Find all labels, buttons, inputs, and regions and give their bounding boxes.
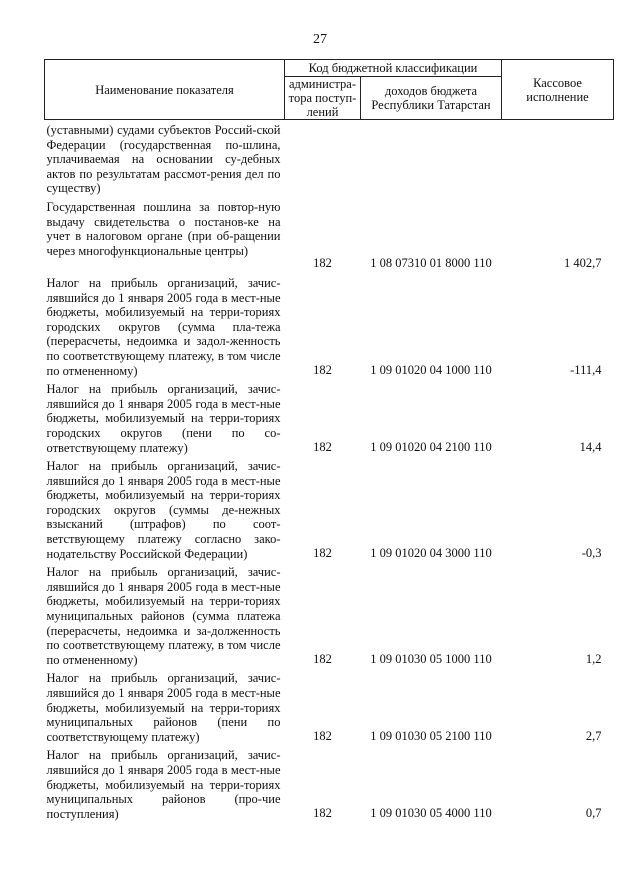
header-budget-income: доходов бюджета Республики Татарстан bbox=[361, 77, 502, 120]
administrator-code bbox=[285, 120, 361, 197]
table-row bbox=[45, 745, 614, 822]
administrator-code: 182 bbox=[313, 805, 332, 820]
indicator-name: Налог на прибыль организаций, зачис-лявшийся до 1 января 2005 года в мест-ные бюджеты, мобилизуемый на терри-ториях муниципальных районов (пени по соответствующему платежу) bbox=[46, 671, 281, 744]
budget-income-code: 1 08 07310 01 8000 110 bbox=[370, 256, 492, 271]
header-cash-execution: Кассовое исполнение bbox=[502, 60, 614, 120]
cash-execution-value: -111,4 bbox=[570, 362, 602, 377]
header-indicator-name: Наименование показателя bbox=[45, 60, 285, 120]
indicator-name: Государственная пошлина за повтор-ную выдачу свидетельства о постанов-ке на учет в налоговом органе (при об-ращении через многофункциональные центры) bbox=[46, 199, 281, 258]
budget-income-code: 1 09 01020 04 3000 110 bbox=[370, 545, 492, 560]
indicator-name: Налог на прибыль организаций, зачис-лявшийся до 1 января 2005 года в мест-ные бюджеты, мобилизуемый на терри-ториях городских округов (пени по со-ответствующему платежу) bbox=[46, 382, 281, 455]
budget-income-code: 1 09 01020 04 1000 110 bbox=[370, 362, 492, 377]
table-row bbox=[45, 120, 614, 197]
table-row bbox=[45, 668, 614, 745]
table-row bbox=[45, 379, 614, 456]
header-administrator: администра-тора поступ-лений bbox=[285, 77, 361, 120]
cash-execution-value: -0,3 bbox=[581, 545, 602, 560]
cash-execution-value: 14,4 bbox=[579, 439, 602, 454]
table-row bbox=[45, 562, 614, 668]
page-number: 27 bbox=[313, 32, 327, 47]
cash-execution-value: 1 402,7 bbox=[564, 256, 602, 271]
cash-execution-value: 2,7 bbox=[585, 728, 602, 743]
administrator-code: 182 bbox=[313, 545, 332, 560]
cash-execution-value: 0,7 bbox=[585, 805, 602, 820]
table-row bbox=[45, 197, 614, 273]
table-row bbox=[45, 273, 614, 379]
cash-execution-value bbox=[502, 120, 614, 197]
administrator-code: 182 bbox=[313, 651, 332, 666]
administrator-code: 182 bbox=[313, 728, 332, 743]
table-row bbox=[45, 456, 614, 562]
table-header bbox=[45, 60, 614, 120]
budget-income-code: 1 09 01030 05 4000 110 bbox=[370, 805, 492, 820]
indicator-name: Налог на прибыль организаций, зачис-лявшийся до 1 января 2005 года в мест-ные бюджеты, мобилизуемый на терри-ториях городских округов (суммы де-нежных взысканий (штрафов) по соот-ветствующему платежу согласно зако-нодательству Российской Федерации) bbox=[46, 459, 281, 561]
indicator-name: Налог на прибыль организаций, зачис-лявшийся до 1 января 2005 года в мест-ные бюджеты, мобилизуемый на терри-ториях муниципальных районов (про-чие поступления) bbox=[46, 748, 281, 821]
administrator-code: 182 bbox=[313, 256, 332, 271]
cash-execution-value: 1,2 bbox=[585, 651, 602, 666]
budget-income-code: 1 09 01020 04 2100 110 bbox=[370, 439, 492, 454]
budget-execution-table bbox=[44, 59, 614, 822]
indicator-name: Налог на прибыль организаций, зачис-лявшийся до 1 января 2005 года в мест-ные бюджеты, мобилизуемый на терри-ториях городских округов (сумма пла-тежа (перерасчеты, недоимка и задол-женность по соответствующему платежу, в том числе по отмененному) bbox=[46, 275, 281, 378]
budget-income-code: 1 09 01030 05 2100 110 bbox=[370, 728, 492, 743]
indicator-name: Налог на прибыль организаций, зачис-лявшийся до 1 января 2005 года в мест-ные бюджеты, мобилизуемый на терри-ториях муниципальных районов (сумма платежа (перерасчеты, недоимка и за-долженность по соответствующему платежу, в том числе по отмененному) bbox=[46, 565, 281, 667]
administrator-code: 182 bbox=[313, 362, 332, 377]
indicator-name: (уставными) судами субъектов Россий-ской Федерации (государственная по-шлина, уплачиваемая на основании су-дебных актов по результатам рассмот-рения дел по существу) bbox=[46, 123, 281, 196]
budget-income-code: 1 09 01030 05 1000 110 bbox=[370, 651, 492, 666]
administrator-code: 182 bbox=[313, 439, 332, 454]
header-classification-code: Код бюджетной классификации bbox=[285, 60, 502, 77]
budget-income-code bbox=[361, 120, 502, 197]
